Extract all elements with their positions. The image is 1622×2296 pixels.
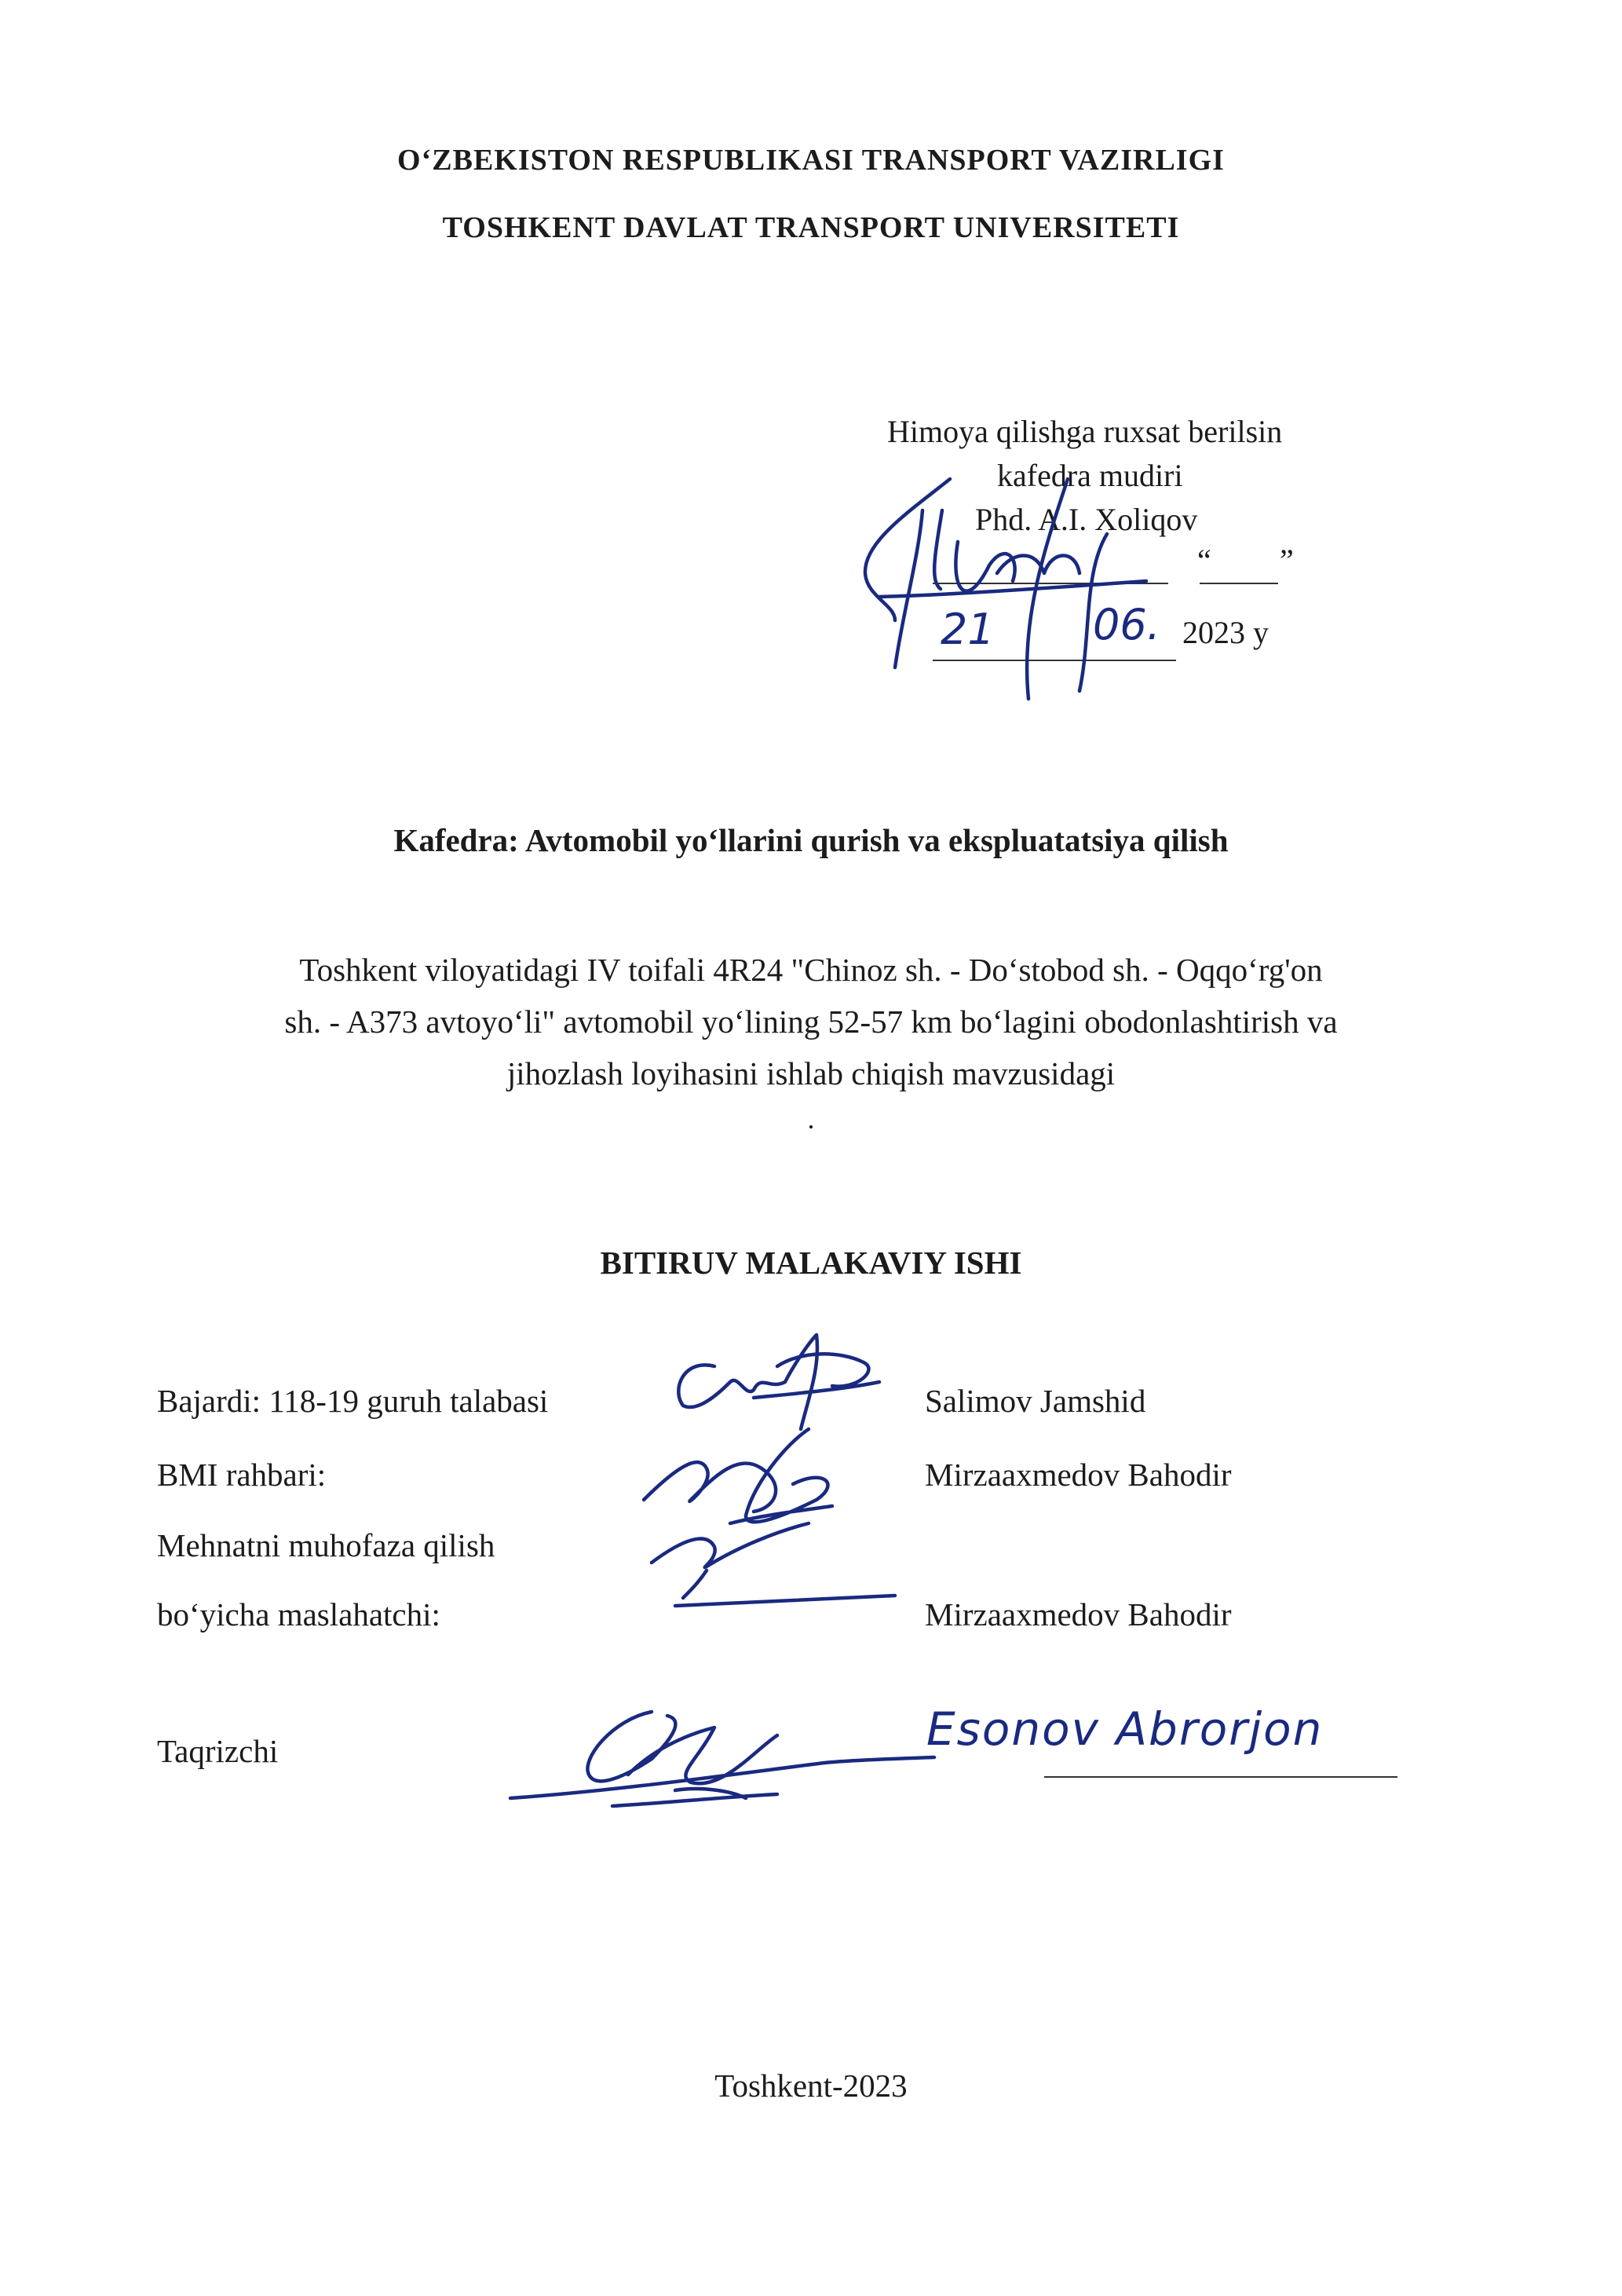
supervisor-name: Mirzaaxmedov Bahodir (925, 1457, 1232, 1493)
approval-line-3: Phd. A.I. Xoliqov (975, 502, 1198, 537)
student-name: Salimov Jamshid (925, 1383, 1146, 1419)
supervisor-signature (628, 1413, 911, 1618)
document-type: BITIRUV MALAKAVIY ISHI (600, 1245, 1022, 1281)
safety-role-line-2: bo‘yicha maslahatchi: (157, 1596, 440, 1632)
topic-line-3: jihozlash loyihasini ishlab chiqish mavzusidagi (506, 1055, 1116, 1091)
topic-line-1: Toshkent viloyatidagi IV toifali 4R24 "Chinoz sh. - Do‘stobod sh. - Oqqo‘rg'on (299, 952, 1323, 988)
approval-year: 2023 y (1182, 615, 1269, 650)
safety-name: Mirzaaxmedov Bahodir (925, 1596, 1232, 1632)
approval-line-2: kafedra mudiri (997, 458, 1183, 493)
reviewer-role: Taqrizchi (157, 1733, 279, 1769)
footer-city-year: Toshkent-2023 (714, 2067, 908, 2104)
topic-line-2: sh. - A373 avtoyo‘li" avtomobil yo‘lining 52-57 km bo‘lagini obodonlashtirish va (284, 1004, 1338, 1040)
approval-date-blank (1200, 583, 1278, 584)
department: Kafedra: Avtomobil yo‘llarini qurish va ekspluatatsiya qilish (393, 822, 1229, 858)
student-role: Bajardi: 118-19 guruh talabasi (157, 1383, 549, 1419)
ministry-title: O‘ZBEKISTON RESPUBLIKASI TRANSPORT VAZIRLIGI (397, 144, 1225, 177)
approval-line-1: Himoya qilishga ruxsat berilsin (887, 414, 1283, 449)
approval-month: 06. (1093, 600, 1160, 649)
topic-dot: . (807, 1103, 815, 1135)
approval-close-quote: ” (1280, 543, 1294, 578)
supervisor-role: BMI rahbari: (157, 1457, 327, 1493)
safety-role-line-1: Mehnatni muhofaza qilish (157, 1527, 495, 1563)
university-title: TOSHKENT DAVLAT TRANSPORT UNIVERSITETI (442, 211, 1180, 244)
head-of-department-signature (848, 463, 1178, 715)
reviewer-name-handwritten: Esonov Abrorjon (926, 1702, 1324, 1756)
approval-open-quote: “ (1197, 543, 1211, 578)
approval-day: 21 (941, 605, 995, 654)
reviewer-signature (495, 1688, 950, 1822)
reviewer-name-line (1044, 1776, 1397, 1778)
